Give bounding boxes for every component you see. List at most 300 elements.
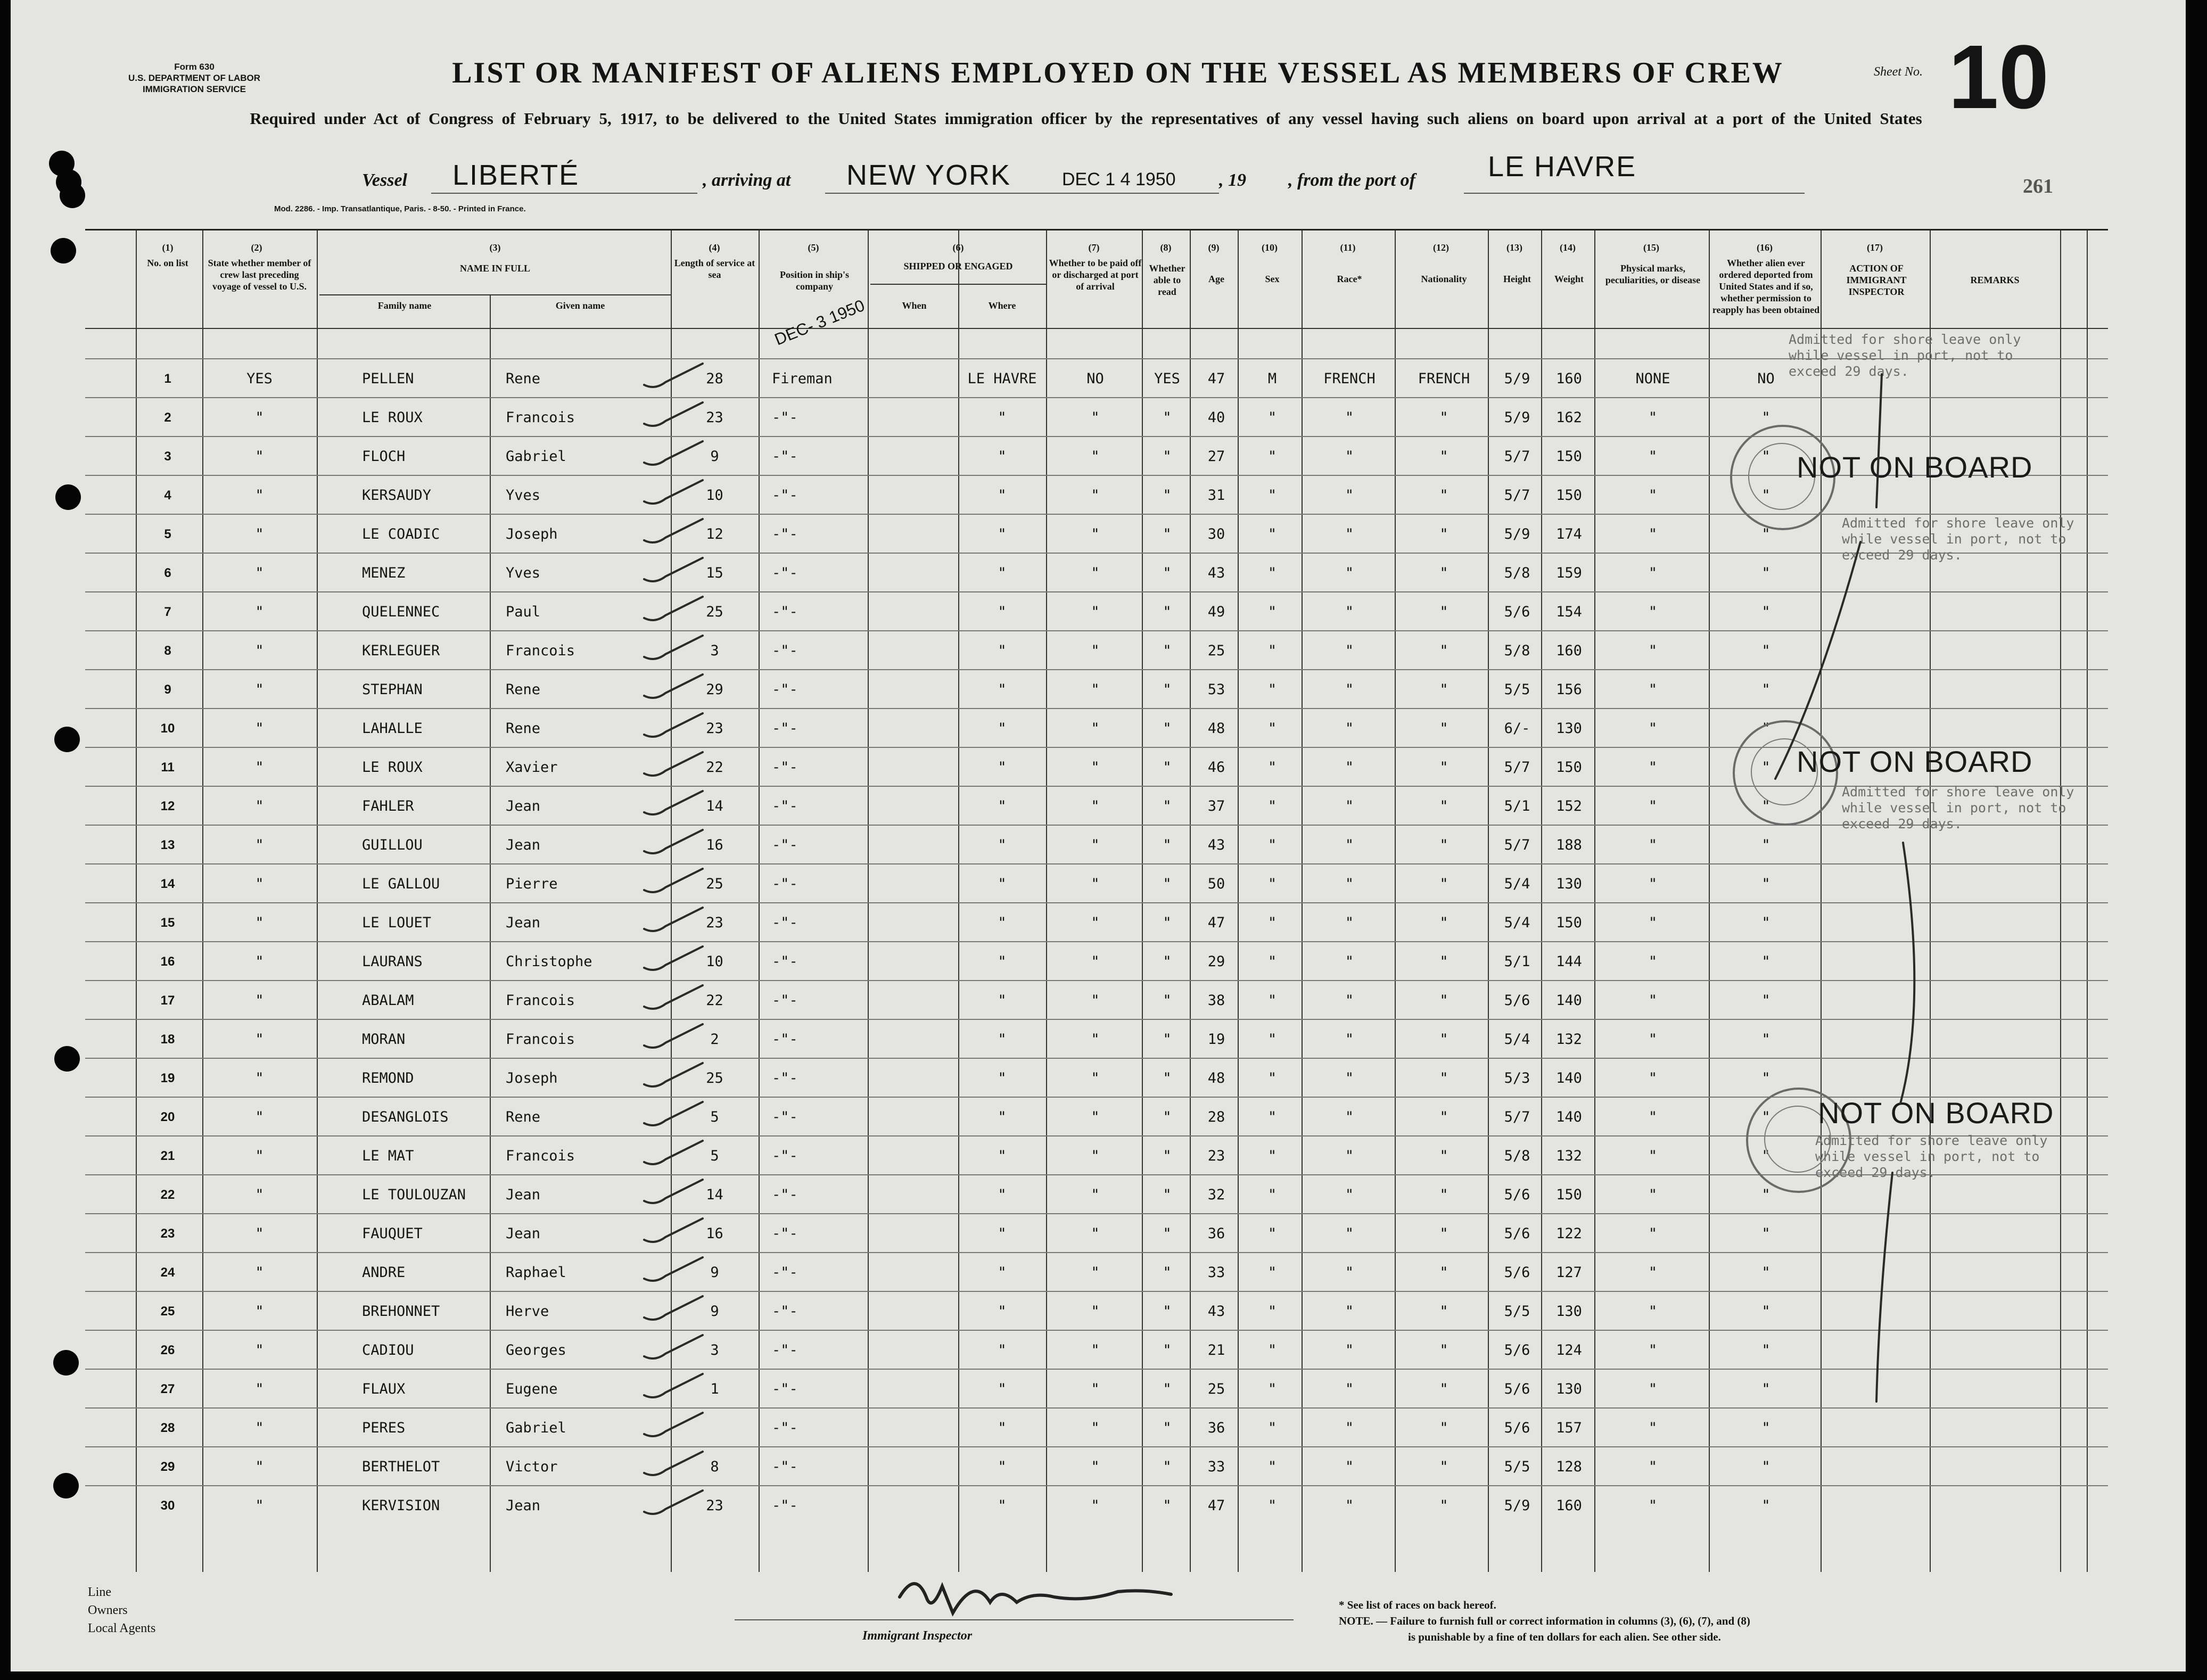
cell-marks: " (1648, 1225, 1658, 1242)
cell-paid: " (1091, 1459, 1100, 1475)
cell-family: REMOND (362, 1070, 414, 1086)
cell-position: -"- (772, 604, 798, 620)
cell-where: " (998, 1070, 1007, 1086)
cell-family: KERLEGUER (362, 643, 440, 659)
cell-position: -"- (772, 953, 798, 970)
cell-no: 3 (164, 449, 171, 464)
cell-marks: " (1648, 759, 1658, 776)
cell-height: 5/6 (1504, 1225, 1530, 1242)
cell-family: KERVISION (362, 1497, 440, 1514)
header-age: Age (1208, 274, 1224, 284)
cell-where: " (998, 953, 1007, 970)
cell-family: FLAUX (362, 1381, 406, 1397)
cell-given: Gabriel (506, 1420, 566, 1436)
cell-family: FLOCH (362, 448, 406, 465)
cell-family: MENEZ (362, 565, 406, 581)
cell-deported: " (1761, 915, 1770, 931)
cell-read: " (1163, 526, 1172, 542)
cell-age: 43 (1207, 837, 1225, 853)
cell-given: Francois (506, 409, 575, 426)
from-port-underline (1464, 193, 1805, 194)
cell-deported: " (1761, 604, 1770, 620)
cell-service: 9 (710, 1264, 719, 1281)
cell-sex: " (1267, 1225, 1277, 1242)
sheet-number: 10 (1948, 27, 2049, 128)
cell-read: " (1163, 1342, 1172, 1358)
cell-height: 5/7 (1504, 1109, 1530, 1125)
cell-weight: 188 (1556, 837, 1582, 853)
cell-where: " (998, 1497, 1007, 1514)
column-number: (3) (489, 242, 501, 253)
cell-position: -"- (772, 1109, 798, 1125)
column-number: (13) (1506, 242, 1522, 253)
cell-sex: " (1267, 1148, 1277, 1164)
header-position: Position in ship's company (779, 269, 850, 292)
cell-height: 5/3 (1504, 1070, 1530, 1086)
cell-nationality: " (1439, 526, 1448, 542)
cell-deported: " (1761, 1070, 1770, 1086)
cell-marks: " (1648, 798, 1658, 814)
cell-age: 23 (1207, 1148, 1225, 1164)
cell-read: " (1163, 1225, 1172, 1242)
cell-nationality: " (1439, 876, 1448, 892)
cell-given: Jean (506, 1225, 541, 1242)
cell-family: STEPHAN (362, 681, 423, 698)
cell-marks: " (1648, 837, 1658, 853)
punch-hole (60, 183, 85, 208)
punch-hole (53, 1473, 79, 1498)
cell-prev: " (255, 720, 264, 737)
cell-weight: 160 (1556, 370, 1582, 387)
cell-service: 14 (706, 1187, 723, 1203)
cell-service: 25 (706, 876, 723, 892)
cell-paid: " (1091, 992, 1100, 1009)
cell-family: LE ROUX (362, 409, 423, 426)
column-number: (10) (1262, 242, 1278, 253)
cell-height: 5/6 (1504, 1187, 1530, 1203)
cell-age: 47 (1207, 915, 1225, 931)
cell-no: 28 (160, 1421, 175, 1435)
cell-age: 48 (1207, 720, 1225, 737)
cell-age: 47 (1207, 370, 1225, 387)
cell-paid: " (1091, 526, 1100, 542)
arrival-port: NEW YORK (846, 159, 1011, 191)
cell-weight: 140 (1556, 1109, 1582, 1125)
cell-sex: " (1267, 1264, 1277, 1281)
cell-service: 10 (706, 487, 723, 504)
cell-family: ANDRE (362, 1264, 406, 1281)
cell-position: -"- (772, 915, 798, 931)
cell-marks: " (1648, 876, 1658, 892)
cell-read: " (1163, 798, 1172, 814)
cell-age: 43 (1207, 1303, 1225, 1320)
header-nationality: Nationality (1421, 274, 1467, 284)
not-on-board-stamp-2: NOT ON BOARD (1797, 745, 2033, 778)
cell-marks: " (1648, 992, 1658, 1009)
cell-marks: " (1648, 1031, 1658, 1048)
cell-given: Rene (506, 720, 541, 737)
cell-height: 5/7 (1504, 837, 1530, 853)
cell-service: 5 (710, 1109, 719, 1125)
admitted-line-1: Admitted for shore leave only (1789, 332, 2021, 347)
header-family-name: Family name (377, 300, 432, 311)
cell-marks: " (1648, 1070, 1658, 1086)
cell-nationality: " (1439, 681, 1448, 698)
header-no-on-list: No. on list (147, 258, 188, 268)
cell-weight: 144 (1556, 953, 1582, 970)
cell-race: " (1345, 487, 1354, 504)
cell-no: 14 (160, 877, 175, 891)
cell-given: Yves (506, 487, 541, 504)
header-height: Height (1503, 274, 1531, 284)
cell-marks: " (1648, 526, 1658, 542)
cell-given: Christophe (506, 953, 592, 970)
cell-paid: " (1091, 1342, 1100, 1358)
cell-marks: " (1648, 1381, 1658, 1397)
cell-family: LE ROUX (362, 759, 423, 776)
cell-paid: " (1091, 681, 1100, 698)
cell-paid: " (1091, 798, 1100, 814)
cell-where: " (998, 1148, 1007, 1164)
cell-read: " (1163, 992, 1172, 1009)
cell-nationality: " (1439, 448, 1448, 465)
cell-given: Xavier (506, 759, 558, 776)
cell-paid: " (1091, 1303, 1100, 1320)
cell-age: 46 (1207, 759, 1225, 776)
cell-sex: " (1267, 720, 1277, 737)
cell-paid: " (1091, 759, 1100, 776)
admitted-line-3: exceed 29 days. (1789, 364, 1909, 379)
cell-service: 23 (706, 409, 723, 426)
cell-deported: " (1761, 759, 1770, 776)
cell-service: 23 (706, 720, 723, 737)
cell-where: " (998, 915, 1007, 931)
cell-deported: " (1761, 1109, 1770, 1125)
cell-age: 53 (1207, 681, 1225, 698)
cell-paid: " (1091, 487, 1100, 504)
header-deported: Whether alien ever ordered deported from United States and if so, whether permission to reapply has been obtained (1712, 258, 1820, 315)
cell-given: Paul (506, 604, 541, 620)
cell-sex: " (1267, 798, 1277, 814)
cell-position: -"- (772, 798, 798, 814)
cell-deported: " (1761, 643, 1770, 659)
cell-marks: " (1648, 1264, 1658, 1281)
cell-age: 29 (1207, 953, 1225, 970)
admitted-line-2: while vessel in port, not to (1815, 1149, 2040, 1164)
cell-weight: 150 (1556, 487, 1582, 504)
cell-where: " (998, 1187, 1007, 1203)
cell-no: 10 (160, 721, 175, 736)
punch-hole (51, 238, 76, 263)
cell-deported: " (1761, 953, 1770, 970)
cell-deported: " (1761, 448, 1770, 465)
cell-paid: " (1091, 1109, 1100, 1125)
cell-where: " (998, 1459, 1007, 1475)
cell-service: 16 (706, 1225, 723, 1242)
cell-given: Rene (506, 681, 541, 698)
cell-no: 1 (164, 372, 171, 386)
cell-race: " (1345, 1303, 1354, 1320)
cell-nationality: " (1439, 1187, 1448, 1203)
cell-position: -"- (772, 1070, 798, 1086)
cell-family: CADIOU (362, 1342, 414, 1358)
cell-given: Georges (506, 1342, 566, 1358)
header-sex: Sex (1265, 274, 1280, 284)
cell-position: -"- (772, 720, 798, 737)
admitted-line-2: while vessel in port, not to (1789, 348, 2013, 363)
cell-nationality: " (1439, 1303, 1448, 1320)
cell-nationality: " (1439, 1109, 1448, 1125)
cell-age: 33 (1207, 1264, 1225, 1281)
races-footnote: * See list of races on back hereof. (1339, 1599, 1496, 1611)
cell-deported: " (1761, 1381, 1770, 1397)
cell-given: Yves (506, 565, 541, 581)
cell-marks: " (1648, 1187, 1658, 1203)
cell-service: 14 (706, 798, 723, 814)
cell-height: 5/6 (1504, 1342, 1530, 1358)
cell-read: YES (1154, 370, 1180, 387)
cell-service: 3 (710, 1342, 719, 1358)
cell-position: -"- (772, 409, 798, 426)
column-number: (17) (1867, 242, 1883, 253)
cell-race: " (1345, 1342, 1354, 1358)
cell-paid: " (1091, 915, 1100, 931)
cell-sex: " (1267, 643, 1277, 659)
cell-paid: " (1091, 1225, 1100, 1242)
cell-nationality: " (1439, 837, 1448, 853)
cell-service: 16 (706, 837, 723, 853)
cell-no: 29 (160, 1460, 175, 1474)
admitted-line-3: exceed 29 days. (1842, 816, 1962, 831)
cell-position: -"- (772, 565, 798, 581)
cell-weight: 132 (1556, 1031, 1582, 1048)
cell-given: Francois (506, 1148, 575, 1164)
cell-nationality: FRENCH (1418, 370, 1470, 387)
cell-sex: " (1267, 876, 1277, 892)
footer-agents-label: Local Agents (88, 1621, 156, 1635)
cell-deported: " (1761, 1148, 1770, 1164)
cell-marks: " (1648, 604, 1658, 620)
crew-table (85, 229, 2108, 1572)
cell-sex: " (1267, 526, 1277, 542)
cell-nationality: " (1439, 720, 1448, 737)
cell-marks: " (1648, 565, 1658, 581)
column-number: (9) (1208, 242, 1220, 253)
cell-height: 5/6 (1504, 1264, 1530, 1281)
year-label: , 19 (1219, 170, 1246, 190)
not-on-board-stamp-1: NOT ON BOARD (1797, 450, 2033, 484)
cell-where: " (998, 604, 1007, 620)
cell-height: 5/4 (1504, 915, 1530, 931)
cell-no: 13 (160, 838, 175, 852)
cell-age: 48 (1207, 1070, 1225, 1086)
cell-where: LE HAVRE (967, 370, 1037, 387)
cell-paid: " (1091, 448, 1100, 465)
cell-prev: " (255, 643, 264, 659)
cell-nationality: " (1439, 1420, 1448, 1436)
punch-hole (53, 1350, 79, 1376)
cell-prev: " (255, 1381, 264, 1397)
cell-service: 15 (706, 565, 723, 581)
cell-race: " (1345, 953, 1354, 970)
cell-read: " (1163, 1420, 1172, 1436)
cell-nationality: " (1439, 1459, 1448, 1475)
cell-given: Jean (506, 1497, 541, 1514)
cell-marks: " (1648, 643, 1658, 659)
cell-family: LE LOUET (362, 915, 432, 931)
cell-sex: " (1267, 953, 1277, 970)
cell-height: 5/4 (1504, 876, 1530, 892)
cell-paid: " (1091, 1070, 1100, 1086)
header-shipped-engaged: SHIPPED OR ENGAGED (903, 261, 1013, 271)
cell-sex: " (1267, 915, 1277, 931)
cell-marks: " (1648, 1303, 1658, 1320)
cell-family: BREHONNET (362, 1303, 440, 1320)
cell-no: 25 (160, 1304, 175, 1319)
cell-given: Jean (506, 837, 541, 853)
cell-sex: " (1267, 681, 1277, 698)
cell-nationality: " (1439, 1342, 1448, 1358)
cell-sex: " (1267, 992, 1277, 1009)
cell-service: 23 (706, 915, 723, 931)
cell-read: " (1163, 1031, 1172, 1048)
cell-race: " (1345, 643, 1354, 659)
cell-where: " (998, 720, 1007, 737)
column-number: (14) (1560, 242, 1576, 253)
legal-requirement-text: Required under Act of Congress of February 5, 1917, to be delivered to the United States immigration officer by the representatives of any vessel having such aliens on board upon arrival at a port of the United States (250, 109, 1922, 128)
cell-paid: " (1091, 1264, 1100, 1281)
column-number: (6) (952, 242, 964, 253)
cell-family: LE GALLOU (362, 876, 440, 892)
cell-nationality: " (1439, 953, 1448, 970)
header-weight: Weight (1554, 274, 1584, 284)
punch-hole (54, 727, 80, 752)
cell-read: " (1163, 1459, 1172, 1475)
cell-nationality: " (1439, 1070, 1448, 1086)
cell-service: 25 (706, 1070, 723, 1086)
cell-paid: " (1091, 1031, 1100, 1048)
cell-marks: " (1648, 1459, 1658, 1475)
cell-no: 9 (164, 682, 171, 697)
cell-prev: " (255, 759, 264, 776)
column-number: (7) (1088, 242, 1100, 253)
punch-hole (54, 1046, 80, 1072)
cell-paid: " (1091, 1381, 1100, 1397)
cell-where: " (998, 1109, 1007, 1125)
column-number: (8) (1160, 242, 1172, 253)
cell-height: 5/6 (1504, 1420, 1530, 1436)
cell-given: Pierre (506, 876, 558, 892)
cell-deported: " (1761, 1187, 1770, 1203)
cell-weight: 140 (1556, 992, 1582, 1009)
cell-race: " (1345, 1459, 1354, 1475)
header-given-name: Given name (555, 300, 605, 311)
cell-height: 5/4 (1504, 1031, 1530, 1048)
cell-service: 5 (710, 1148, 719, 1164)
cell-deported: " (1761, 1264, 1770, 1281)
not-on-board-stamp-3: NOT ON BOARD (1818, 1096, 2054, 1130)
cell-where: " (998, 837, 1007, 853)
shipped-date-stamp: DEC- 3 1950 (772, 295, 868, 349)
cell-position: Fireman (772, 370, 833, 387)
cell-age: 36 (1207, 1420, 1225, 1436)
cell-prev: " (255, 1070, 264, 1086)
cell-prev: " (255, 1342, 264, 1358)
cell-marks: " (1648, 487, 1658, 504)
inspector-label: Immigrant Inspector (862, 1629, 973, 1643)
cell-position: -"- (772, 1303, 798, 1320)
cell-paid: " (1091, 1148, 1100, 1164)
cell-read: " (1163, 604, 1172, 620)
cell-marks: " (1648, 1148, 1658, 1164)
cell-prev: " (255, 992, 264, 1009)
cell-nationality: " (1439, 992, 1448, 1009)
cell-no: 20 (160, 1110, 175, 1124)
cell-weight: 130 (1556, 876, 1582, 892)
cell-height: 5/7 (1504, 448, 1530, 465)
cell-height: 5/5 (1504, 1303, 1530, 1320)
cell-where: " (998, 992, 1007, 1009)
cell-nationality: " (1439, 798, 1448, 814)
cell-deported: " (1761, 1225, 1770, 1242)
column-number: (11) (1340, 242, 1356, 253)
cell-age: 40 (1207, 409, 1225, 426)
cell-read: " (1163, 1264, 1172, 1281)
cell-position: -"- (772, 1187, 798, 1203)
cell-position: -"- (772, 448, 798, 465)
cell-nationality: " (1439, 915, 1448, 931)
manifest-sheet (11, 0, 2186, 1671)
cell-nationality: " (1439, 1264, 1448, 1281)
cell-marks: " (1648, 953, 1658, 970)
cell-paid: " (1091, 1497, 1100, 1514)
cell-deported: " (1761, 526, 1770, 542)
cell-prev: " (255, 1031, 264, 1048)
cell-marks: " (1648, 1109, 1658, 1125)
cell-where: " (998, 759, 1007, 776)
cell-height: 5/9 (1504, 370, 1530, 387)
cell-read: " (1163, 1109, 1172, 1125)
cell-family: FAUQUET (362, 1225, 423, 1242)
cell-race: " (1345, 1031, 1354, 1048)
cell-service: 23 (706, 1497, 723, 1514)
cell-where: " (998, 565, 1007, 581)
cell-no: 24 (160, 1265, 175, 1280)
cell-marks: " (1648, 720, 1658, 737)
admitted-line-1: Admitted for shore leave only (1842, 515, 2074, 531)
cell-no: 16 (160, 954, 175, 969)
cell-given: Joseph (506, 1070, 558, 1086)
cell-height: 5/8 (1504, 565, 1530, 581)
cell-deported: " (1761, 876, 1770, 892)
cell-paid: " (1091, 837, 1100, 853)
cell-read: " (1163, 643, 1172, 659)
cell-sex: " (1267, 604, 1277, 620)
cell-race: " (1345, 1420, 1354, 1436)
cell-sex: " (1267, 1031, 1277, 1048)
cell-weight: 130 (1556, 1381, 1582, 1397)
cell-given: Rene (506, 370, 541, 387)
cell-service: 22 (706, 759, 723, 776)
cell-prev: " (255, 1225, 264, 1242)
admitted-line-1: Admitted for shore leave only (1815, 1133, 2048, 1148)
cell-family: DESANGLOIS (362, 1109, 449, 1125)
cell-nationality: " (1439, 487, 1448, 504)
cell-read: " (1163, 681, 1172, 698)
cell-where: " (998, 487, 1007, 504)
admitted-line-1: Admitted for shore leave only (1842, 784, 2074, 800)
cell-no: 26 (160, 1343, 175, 1357)
